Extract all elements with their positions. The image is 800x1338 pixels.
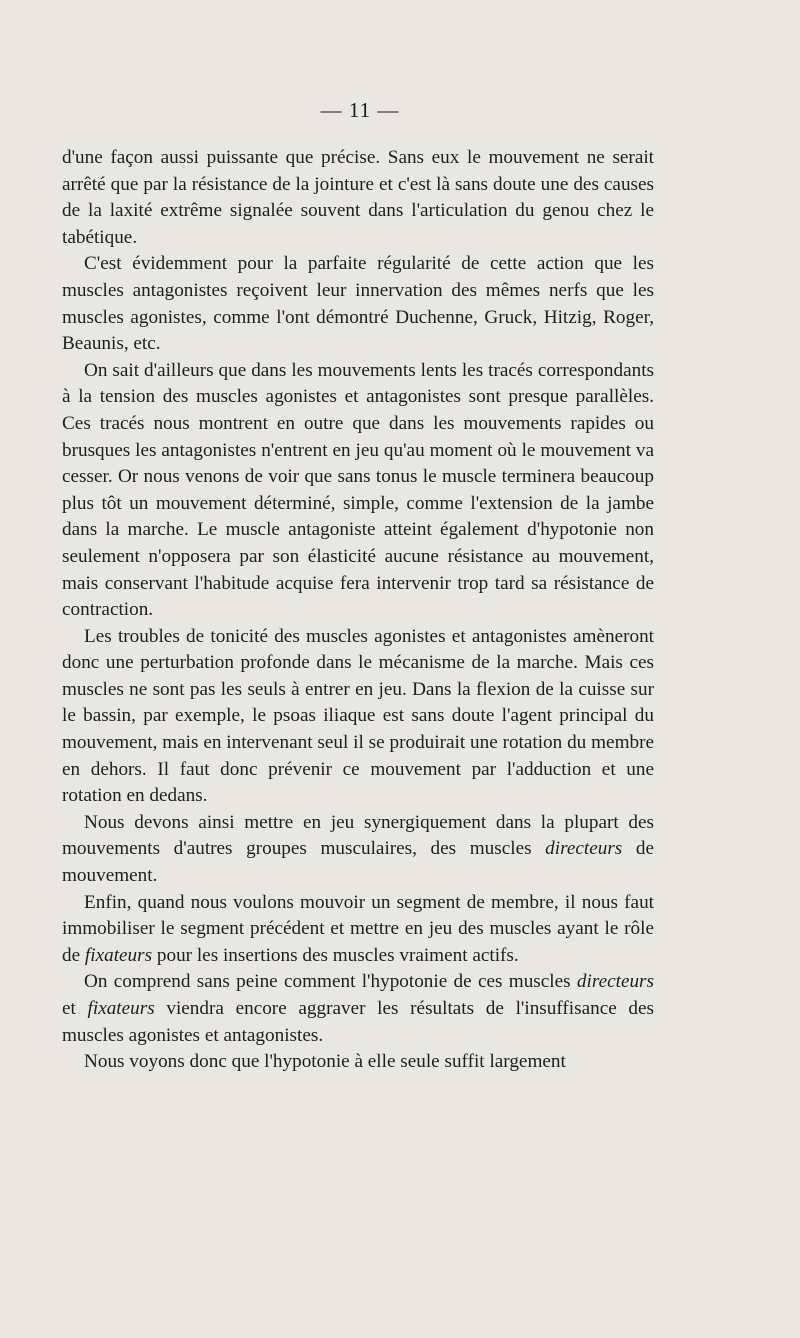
paragraph-text: Les troubles de tonicité des muscles agonistes et antagonistes amèneront donc une perturbation profonde dans le mécanisme de la marche. Mais ces muscles ne sont pas les seuls à entrer en jeu. Dans la flexion de la cuisse sur le bassin, par exemple, le psoas iliaque est sans doute l'agent principal du mouvement, mais en intervenant seul il se produirait une rotation du membre en dehors. Il faut donc prévenir ce mouvement par l'adduction et une rotation en dedans. [62, 625, 654, 807]
paragraph-text: On sait d'ailleurs que dans les mouvements lents les tracés correspondants à la tension des muscles agonistes et antagonistes sont presque parallèles. Ces tracés nous montrent en outre que dans les mouvements rapides ou brusques les antagonistes n'entrent en jeu qu'au moment où le mouvement va cesser. Or nous venons de voir que sans tonus le muscle terminera beaucoup plus tôt un mouvement déterminé, simple, comme l'extension de la jambe dans la marche. Le muscle antagoniste atteint également d'hypotonie non seulement n'opposera par son élasticité aucune résistance au mouvement, mais conservant l'habitude acquise fera intervenir trop tard sa résistance de contraction. [62, 359, 654, 621]
italic-term: fixateurs [87, 998, 155, 1019]
paragraph-text: Enfin, quand nous voulons mouvoir un segment de membre, il nous faut immobiliser le segment précédent et mettre en jeu des muscles ayant le rôle de [62, 891, 654, 966]
paragraph-text: et [62, 998, 88, 1019]
paragraph-text: Nous voyons donc que l'hypotonie à elle seule suffit largement [84, 1051, 566, 1073]
paragraph-text: viendra encore aggraver les résultats de l'insuffisance des muscles agonistes et antagonistes. [62, 998, 654, 1046]
paragraph-3 [62, 358, 654, 624]
page-number: — 11 — [320, 98, 400, 122]
paragraph-6 [62, 890, 654, 970]
paragraph-5 [62, 810, 654, 890]
paragraph-text: Nous devons ainsi mettre en jeu synergiquement dans la plupart des mouvements d'autres groupes musculaires, des muscles [62, 811, 654, 860]
paragraph-text: On comprend sans peine comment l'hypotonie de ces muscles [84, 971, 577, 993]
paragraph-1 [62, 145, 654, 251]
body-text [62, 145, 654, 1076]
paragraph-text: C'est évidemment pour la parfaite régularité de cette action que les muscles antagonistes reçoivent leur innervation des mêmes nerfs que les muscles agonistes, comme l'ont démontré Duchenne, Gruck, Hitzig, Roger, Beaunis, etc. [62, 253, 654, 355]
paragraph-text: pour les insertions des muscles vraiment actifs. [152, 944, 519, 966]
paragraph-text: de mouvement. [62, 838, 654, 887]
italic-term: directeurs [576, 971, 654, 993]
paragraph-2 [62, 251, 654, 357]
paragraph-text: d'une façon aussi puissante que précise. Sans eux le mouvement ne serait arrêté que par la résistance de la jointure et c'est là sans doute une des causes de la laxité extrême signalée souvent dans l'articulation du genou chez le tabétique. [62, 147, 654, 248]
paragraph-4 [62, 624, 654, 810]
paragraph-7 [62, 969, 654, 1049]
italic-term: directeurs [545, 838, 623, 860]
italic-term: fixateurs [84, 944, 153, 966]
paragraph-8 [62, 1049, 654, 1076]
